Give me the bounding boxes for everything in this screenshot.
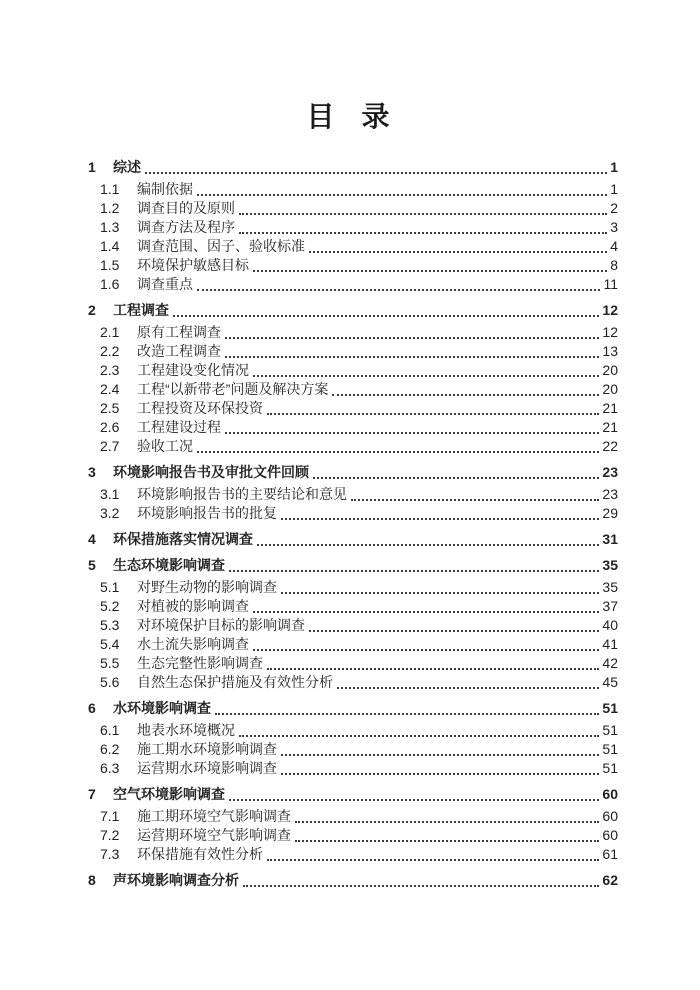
toc-entry-page: 13: [602, 343, 618, 359]
dot-leader: [197, 289, 600, 291]
toc-entry-page: 51: [602, 722, 618, 738]
toc-entry-number: 5.3: [100, 617, 120, 633]
toc-entry-number: 6.3: [100, 760, 120, 776]
toc-subsection-row: [88, 180, 618, 199]
toc-subsection-row: [88, 256, 618, 275]
dot-leader: [257, 544, 599, 546]
toc-entry-label: 生态完整性影响调查: [137, 655, 263, 671]
toc-entry-label: 调查目的及原则: [137, 200, 235, 216]
toc-subsection-row: [88, 418, 618, 437]
toc-entry-label: 运营期环境空气影响调查: [137, 827, 291, 843]
dot-leader: [332, 394, 599, 396]
toc-entry-page: 2: [610, 200, 618, 216]
toc-entry-number: 6: [88, 700, 96, 716]
toc-entry-number: 1.4: [100, 238, 120, 254]
toc-entry-page: 60: [602, 808, 618, 824]
dot-leader: [253, 375, 599, 377]
dot-leader: [253, 649, 599, 651]
dot-leader: [313, 477, 599, 479]
toc-entry-number: 1.5: [100, 257, 120, 273]
toc-entry-number: 1.6: [100, 276, 120, 292]
toc-subsection-row: [88, 437, 618, 456]
toc-entry-label: 调查重点: [137, 276, 193, 292]
toc-entry-number: 6.1: [100, 722, 120, 738]
dot-leader: [337, 687, 599, 689]
page-title: 目 录: [306, 102, 400, 133]
toc-subsection-row: [88, 578, 618, 597]
toc-entry-label: 环境保护敏感目标: [137, 257, 249, 273]
toc-entry-label: 空气环境影响调查: [113, 786, 225, 802]
toc-entry-label: 工程“以新带老”问题及解决方案: [137, 381, 329, 397]
dot-leader: [253, 270, 607, 272]
toc-subsection-row: [88, 673, 618, 692]
toc-entry-page: 3: [610, 219, 618, 235]
toc-subsection-row: [88, 323, 618, 342]
dot-leader: [229, 570, 599, 572]
toc-entry-number: 7.3: [100, 846, 120, 862]
toc-chapter-row: [88, 301, 618, 320]
toc-entry-number: 2.3: [100, 362, 120, 378]
toc-entry-number: 5.1: [100, 579, 120, 595]
toc-entry-page: 1: [610, 181, 618, 197]
toc-entry-page: 60: [602, 786, 618, 802]
toc-chapter-row: [88, 699, 618, 718]
dot-leader: [309, 251, 607, 253]
toc-entry-number: 2.5: [100, 400, 120, 416]
toc-entry-label: 综述: [113, 159, 141, 175]
toc-entry-number: 3: [88, 464, 96, 480]
toc-entry-label: 运营期水环境影响调查: [137, 760, 277, 776]
dot-leader: [239, 232, 607, 234]
dot-leader: [281, 592, 599, 594]
toc-entry-page: 51: [602, 700, 618, 716]
dot-leader: [145, 172, 607, 174]
toc-entry-label: 施工期环境空气影响调查: [137, 808, 291, 824]
toc-subsection-row: [88, 721, 618, 740]
toc-entry-page: 29: [602, 505, 618, 521]
dot-leader: [295, 821, 599, 823]
table-of-contents: [88, 158, 618, 890]
toc-entry-label: 对植被的影响调查: [137, 598, 249, 614]
toc-subsection-row: [88, 399, 618, 418]
toc-chapter-row: [88, 530, 618, 549]
toc-subsection-row: [88, 504, 618, 523]
dot-leader: [225, 432, 599, 434]
toc-entry-number: 6.2: [100, 741, 120, 757]
toc-entry-page: 4: [610, 238, 618, 254]
toc-entry-page: 20: [602, 381, 618, 397]
toc-entry-label: 调查方法及程序: [137, 219, 235, 235]
toc-entry-page: 40: [602, 617, 618, 633]
toc-entry-number: 1.1: [100, 181, 120, 197]
dot-leader: [253, 611, 599, 613]
dot-leader: [239, 213, 607, 215]
dot-leader: [281, 773, 599, 775]
dot-leader: [243, 885, 599, 887]
toc-entry-page: 31: [602, 531, 618, 547]
toc-entry-label: 声环境影响调查分析: [113, 872, 239, 888]
toc-entry-page: 60: [602, 827, 618, 843]
toc-entry-label: 工程建设过程: [137, 419, 221, 435]
toc-entry-page: 21: [602, 400, 618, 416]
dot-leader: [197, 451, 599, 453]
toc-entry-page: 11: [603, 276, 618, 292]
dot-leader: [229, 799, 599, 801]
toc-entry-number: 7.1: [100, 808, 120, 824]
toc-entry-page: 22: [602, 438, 618, 454]
toc-entry-label: 工程建设变化情况: [137, 362, 249, 378]
toc-entry-page: 35: [602, 579, 618, 595]
toc-entry-label: 环境影响报告书的主要结论和意见: [137, 486, 347, 502]
toc-chapter-row: [88, 463, 618, 482]
toc-entry-number: 5.6: [100, 674, 120, 690]
toc-entry-page: 20: [602, 362, 618, 378]
toc-entry-page: 35: [602, 557, 618, 573]
toc-subsection-row: [88, 740, 618, 759]
toc-entry-number: 7.2: [100, 827, 120, 843]
toc-entry-label: 调查范围、因子、验收标准: [137, 238, 305, 254]
toc-entry-number: 3.2: [100, 505, 120, 521]
toc-chapter-row: [88, 871, 618, 890]
toc-subsection-row: [88, 237, 618, 256]
toc-entry-label: 改造工程调查: [137, 343, 221, 359]
toc-entry-number: 5.5: [100, 655, 120, 671]
dot-leader: [309, 630, 599, 632]
toc-entry-label: 地表水环境概况: [137, 722, 235, 738]
toc-subsection-row: [88, 342, 618, 361]
toc-entry-label: 自然生态保护措施及有效性分析: [137, 674, 333, 690]
toc-subsection-row: [88, 361, 618, 380]
toc-chapter-row: [88, 556, 618, 575]
toc-entry-number: 5.2: [100, 598, 120, 614]
dot-leader: [281, 754, 599, 756]
toc-entry-page: 37: [602, 598, 618, 614]
toc-entry-number: 1.2: [100, 200, 120, 216]
toc-subsection-row: [88, 845, 618, 864]
dot-leader: [197, 194, 607, 196]
toc-entry-label: 环境影响报告书及审批文件回顾: [113, 464, 309, 480]
toc-entry-label: 水环境影响调查: [113, 700, 211, 716]
toc-entry-number: 8: [88, 872, 96, 888]
toc-entry-label: 对野生动物的影响调查: [137, 579, 277, 595]
toc-entry-page: 61: [602, 846, 618, 862]
toc-entry-label: 工程调查: [113, 302, 169, 318]
dot-leader: [215, 713, 599, 715]
dot-leader: [225, 356, 599, 358]
toc-subsection-row: [88, 199, 618, 218]
toc-entry-page: 8: [610, 257, 618, 273]
toc-subsection-row: [88, 275, 618, 294]
toc-subsection-row: [88, 807, 618, 826]
dot-leader: [225, 337, 599, 339]
toc-entry-label: 原有工程调查: [137, 324, 221, 340]
toc-entry-label: 环境影响报告书的批复: [137, 505, 277, 521]
dot-leader: [295, 840, 599, 842]
toc-subsection-row: [88, 616, 618, 635]
toc-entry-number: 3.1: [100, 486, 120, 502]
toc-entry-label: 对环境保护目标的影响调查: [137, 617, 305, 633]
toc-entry-number: 2.1: [100, 324, 120, 340]
toc-subsection-row: [88, 635, 618, 654]
dot-leader: [239, 735, 599, 737]
toc-subsection-row: [88, 826, 618, 845]
toc-entry-page: 21: [602, 419, 618, 435]
toc-entry-label: 水土流失影响调查: [137, 636, 249, 652]
toc-entry-label: 生态环境影响调查: [113, 557, 225, 573]
dot-leader: [267, 413, 599, 415]
toc-entry-label: 施工期水环境影响调查: [137, 741, 277, 757]
toc-subsection-row: [88, 218, 618, 237]
toc-entry-number: 2.4: [100, 381, 120, 397]
toc-entry-number: 1.3: [100, 219, 120, 235]
toc-entry-number: 2.7: [100, 438, 120, 454]
toc-entry-number: 2.2: [100, 343, 120, 359]
toc-entry-number: 4: [88, 531, 96, 547]
dot-leader: [173, 315, 599, 317]
toc-entry-label: 环保措施落实情况调查: [113, 531, 253, 547]
toc-entry-page: 42: [602, 655, 618, 671]
toc-subsection-row: [88, 597, 618, 616]
toc-entry-label: 验收工况: [137, 438, 193, 454]
dot-leader: [281, 518, 599, 520]
toc-entry-label: 编制依据: [137, 181, 193, 197]
toc-entry-label: 工程投资及环保投资: [137, 400, 263, 416]
toc-entry-label: 环保措施有效性分析: [137, 846, 263, 862]
dot-leader: [267, 859, 599, 861]
toc-subsection-row: [88, 759, 618, 778]
toc-entry-page: 1: [610, 159, 618, 175]
toc-entry-page: 51: [602, 741, 618, 757]
toc-entry-page: 23: [602, 486, 618, 502]
dot-leader: [267, 668, 599, 670]
toc-chapter-row: [88, 785, 618, 804]
toc-entry-number: 2.6: [100, 419, 120, 435]
toc-entry-page: 51: [602, 760, 618, 776]
toc-entry-page: 45: [602, 674, 618, 690]
toc-entry-page: 12: [602, 324, 618, 340]
dot-leader: [351, 499, 599, 501]
toc-entry-number: 5.4: [100, 636, 120, 652]
toc-chapter-row: [88, 158, 618, 177]
toc-subsection-row: [88, 380, 618, 399]
toc-entry-page: 62: [602, 872, 618, 888]
toc-entry-number: 7: [88, 786, 96, 802]
toc-entry-page: 12: [602, 302, 618, 318]
toc-entry-number: 1: [88, 159, 96, 175]
toc-entry-number: 2: [88, 302, 96, 318]
toc-subsection-row: [88, 654, 618, 673]
toc-entry-page: 23: [602, 464, 618, 480]
toc-entry-number: 5: [88, 557, 96, 573]
toc-entry-page: 41: [602, 636, 618, 652]
toc-subsection-row: [88, 485, 618, 504]
